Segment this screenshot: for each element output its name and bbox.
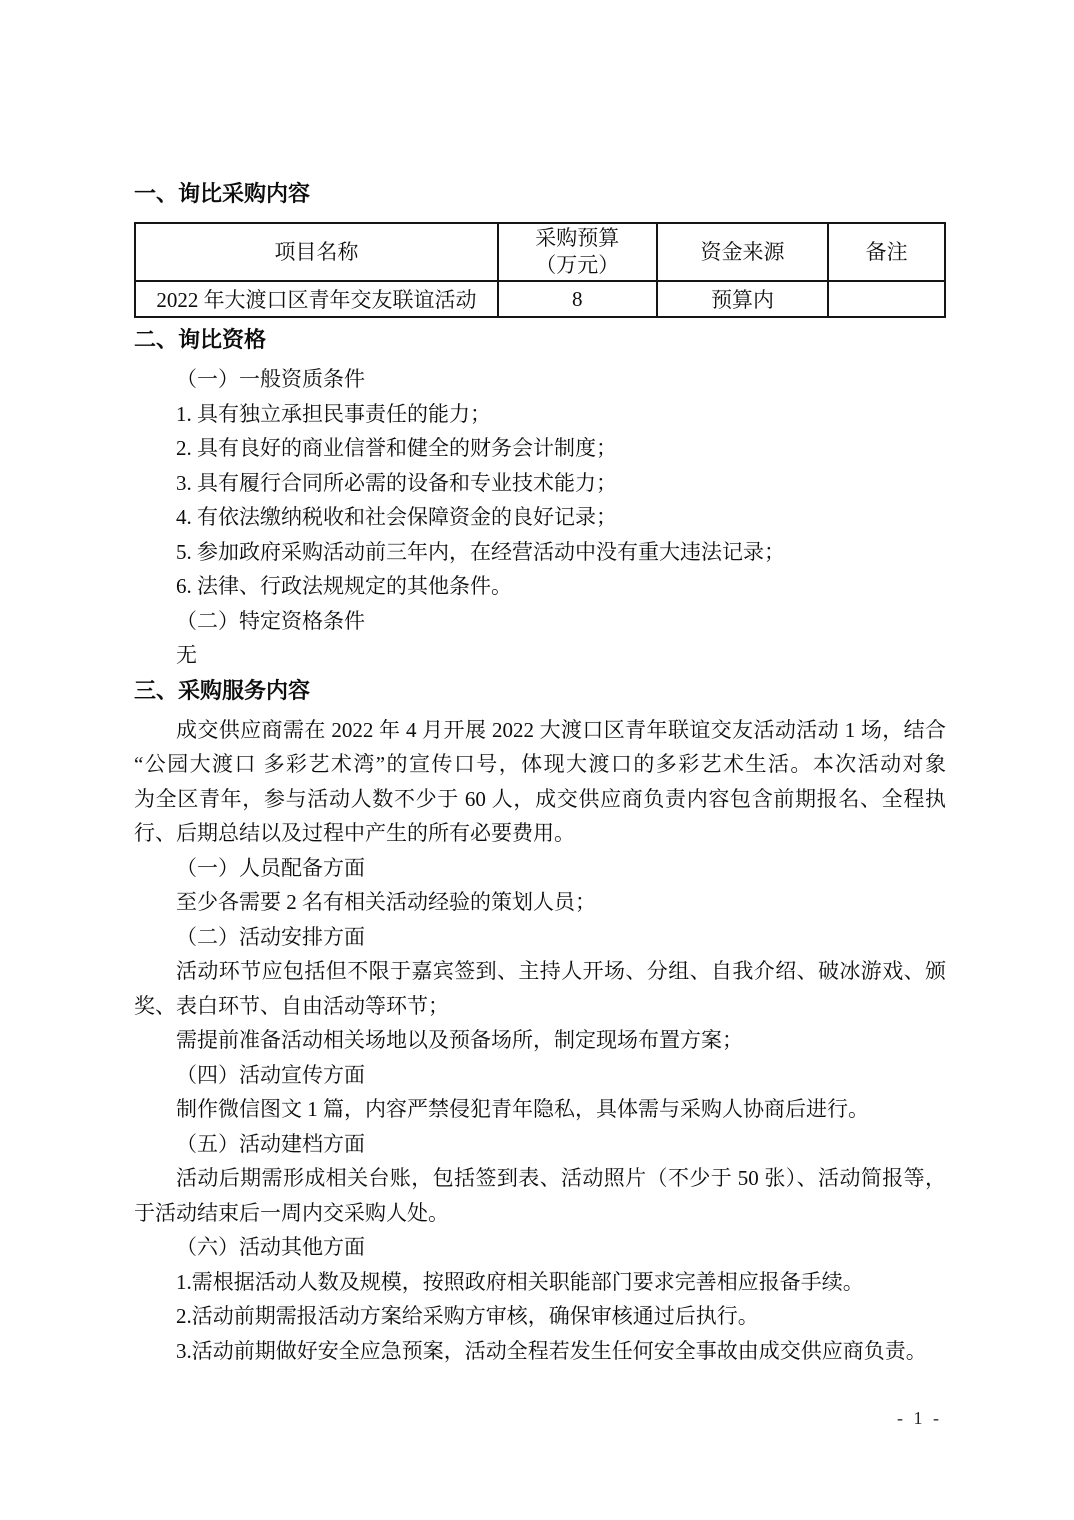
table-cell: 8 bbox=[498, 281, 657, 317]
table-header-text: 采购预算 bbox=[535, 226, 620, 250]
table-header-cell bbox=[135, 223, 498, 281]
table-cell bbox=[828, 281, 945, 317]
text-line: 3. 具有履行合同所必需的设备和专业技术能力； bbox=[176, 470, 617, 495]
text-line: （四）活动宣传方面 bbox=[176, 1062, 365, 1087]
table-header-row bbox=[135, 223, 945, 281]
paragraph-line: 行、后期总结以及过程中产生的所有必要费用。 bbox=[134, 821, 575, 845]
section-1-heading: 一、询比采购内容 bbox=[134, 181, 311, 206]
table-cell: 2022 年大渡口区青年交友联谊活动 bbox=[135, 281, 498, 317]
table-header-cell bbox=[657, 223, 829, 281]
text-line: 1.需根据活动人数及规模，按照政府相关职能部门要求完善相应报备手续。 bbox=[176, 1269, 864, 1294]
table-header-cell bbox=[498, 223, 657, 281]
section-3-heading: 三、采购服务内容 bbox=[134, 677, 311, 703]
paragraph-line: 活动后期需形成相关台账，包括签到表、活动照片（不少于 50 张）、活动简报等， bbox=[176, 1166, 946, 1190]
table-cell: 预算内 bbox=[657, 281, 829, 317]
text-line: 4. 有依法缴纳税收和社会保障资金的良好记录； bbox=[176, 505, 617, 529]
text-line: 2. 具有良好的商业信誉和健全的财务会计制度； bbox=[176, 436, 617, 460]
text-line: 6. 法律、行政法规规定的其他条件。 bbox=[176, 574, 512, 598]
text-line: 2.活动前期需报活动方案给采购方审核，确保审核通过后执行。 bbox=[176, 1304, 759, 1328]
text-line: （一）人员配备方面 bbox=[176, 855, 365, 880]
text-line: 5. 参加政府采购活动前三年内，在经营活动中没有重大违法记录； bbox=[176, 539, 785, 564]
text-line: 需提前准备活动相关场地以及预备场所，制定现场布置方案； bbox=[176, 1028, 743, 1052]
paragraph-line: “公园大渡口 多彩艺术湾”的宣传口号，体现大渡口的多彩艺术生活。本次活动对象 bbox=[134, 752, 946, 776]
table-header-text: 备注 bbox=[865, 239, 908, 264]
text-line: 无 bbox=[176, 643, 197, 667]
text-line: 3.活动前期做好安全应急预案，活动全程若发生任何安全事故由成交供应商负责。 bbox=[176, 1338, 927, 1363]
paragraph-line: 为全区青年，参与活动人数不少于 60 人，成交供应商负责内容包含前期报名、全程执 bbox=[134, 786, 946, 811]
paragraph bbox=[134, 713, 946, 851]
paragraph-line: 奖、表白环节、自由活动等环节； bbox=[134, 993, 449, 1018]
procurement-table bbox=[134, 222, 946, 318]
table-header-cell bbox=[828, 223, 945, 281]
table-row bbox=[135, 281, 945, 317]
text-line: 至少各需要 2 名有相关活动经验的策划人员； bbox=[176, 890, 596, 914]
text-line: （一）一般资质条件 bbox=[176, 367, 365, 391]
document-body bbox=[134, 178, 946, 1368]
text-line: 1. 具有独立承担民事责任的能力； bbox=[176, 401, 491, 426]
text-line: 制作微信图文 1 篇，内容严禁侵犯青年隐私，具体需与采购人协商后进行。 bbox=[176, 1097, 869, 1121]
paragraph-line: 成交供应商需在 2022 年 4 月开展 2022 大渡口区青年联谊交友活动活动 1 场，结合 bbox=[176, 717, 946, 742]
paragraph-line: 活动环节应包括但不限于嘉宾签到、主持人开场、分组、自我介绍、破冰游戏、颁 bbox=[176, 959, 946, 983]
text-line: （五）活动建档方面 bbox=[176, 1131, 365, 1156]
page-number: - 1 - bbox=[897, 1408, 942, 1428]
section-2-heading: 二、询比资格 bbox=[134, 327, 267, 352]
paragraph bbox=[134, 1161, 946, 1230]
table-header-text: 项目名称 bbox=[274, 239, 359, 264]
table-header-text: 资金来源 bbox=[700, 239, 785, 264]
text-line: （二）活动安排方面 bbox=[176, 924, 365, 949]
paragraph bbox=[134, 954, 946, 1023]
text-line: （六）活动其他方面 bbox=[176, 1235, 365, 1259]
paragraph-line: 于活动结束后一周内交采购人处。 bbox=[134, 1200, 449, 1225]
table-header-text: （万元） bbox=[535, 253, 620, 277]
text-line: （二）特定资格条件 bbox=[176, 608, 365, 633]
